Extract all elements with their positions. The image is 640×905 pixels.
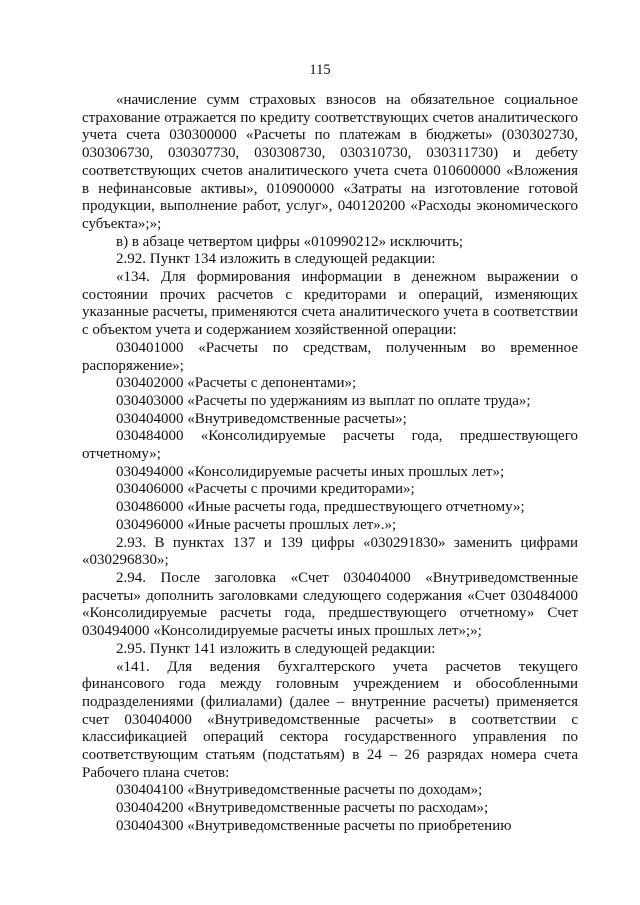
account-line-030404300: 030404300 «Внутриведомственные расчеты по приобретению [116,817,512,834]
paragraph-141: «141. Для ведения бухгалтерского учета расчетов текущего финансового года между головным учреждением и обособленными подразделениями (филиалами) (далее – внутренние расчеты) применяется счет 030404000 «Внутриведомственные расчеты» в соответствии с классификацией операций сектора государственного управления по соответствующим статьям (подстатьям) в 24 – 26 разрядах номера счета Рабочего плана счетов: [82,658,578,781]
account-line-030404100: 030404100 «Внутриведомственные расчеты по доходам»; [116,782,483,799]
document-body [82,92,578,836]
account-line-030403000: 030403000 «Расчеты по удержаниям из выплат по оплате труда»; [116,392,531,409]
account-line-030406000: 030406000 «Расчеты с прочими кредиторами»; [116,481,415,498]
account-line-030401000: 030401000 «Расчеты по средствам, полученным во временное распоряжение»; [82,339,578,374]
paragraph-134: «134. Для формирования информации в денежном выражении о состоянии прочих расчетов с кредиторами и операций, изменяющих указанные расчеты, применяются счета аналитического учета в соответствии с объектом учета и содержанием хозяйственной операции: [82,269,578,339]
account-line-030496000: 030496000 «Иные расчеты прошлых лет».»; [116,516,397,533]
account-line-030486000: 030486000 «Иные расчеты года, предшествующего отчетному»; [116,499,525,516]
account-line-030494000: 030494000 «Консолидируемые расчеты иных прошлых лет»; [116,463,505,480]
paragraph-2-94: 2.94. После заголовка «Счет 030404000 «Внутриведомственные расчеты» дополнить заголовками следующего содержания «Счет 030484000 «Консолидируемые расчеты года, предшествующего отчетному» Счет 030494000 «Консолидируемые расчеты иных прошлых лет»;»; [82,569,578,640]
account-line-030402000: 030402000 «Расчеты с депонентами»; [116,375,357,392]
paragraph-2-95: 2.95. Пункт 141 изложить в следующей редакции: [116,640,436,657]
paragraph-2-92: 2.92. Пункт 134 изложить в следующей редакции: [116,251,436,268]
account-line-030404000: 030404000 «Внутриведомственные расчеты»; [116,410,407,427]
account-line-030484000: 030484000 «Консолидируемые расчеты года, предшествующего отчетному»; [82,428,578,463]
paragraph-2-93: 2.93. В пунктах 137 и 139 цифры «030291830» заменить цифрами «030296830»; [82,534,578,569]
paragraph-item-v: в) в абзаце четвертом цифры «010990212» исключить; [116,233,464,250]
page-number: 115 [309,62,331,78]
account-line-030404200: 030404200 «Внутриведомственные расчеты по расходам»; [116,800,489,817]
paragraph-insurance-contributions: «начисление сумм страховых взносов на обязательное социальное страхование отражается по кредиту соответствующих счетов аналитического учета счета 030300000 «Расчеты по платежам в бюджеты» (030302730, 030306730, 030307730, 030308730, 030310730, 030311730) и дебету соответствующих счетов аналитического учета счета 010600000 «Вложения в нефинансовые активы», 010900000 «Затраты на изготовление готовой продукции, выполнение работ, услуг», 040120200 «Расходы экономического субъекта»;»; [82,92,578,232]
